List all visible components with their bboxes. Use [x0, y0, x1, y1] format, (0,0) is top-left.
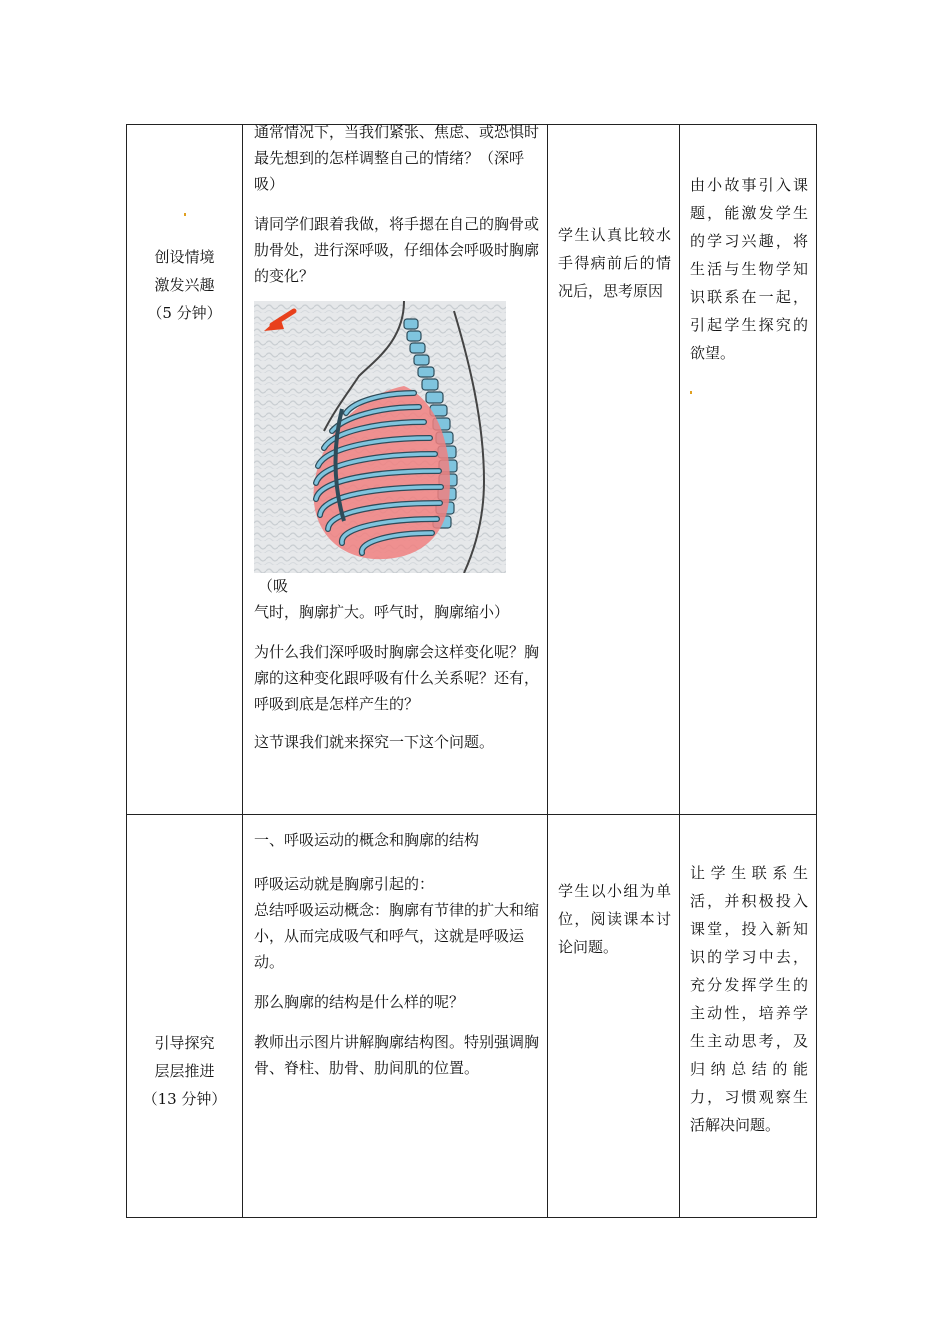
teacher-paragraph: 为什么我们深呼吸时胸廓会这样变化呢？胸廓的这种变化跟呼吸有什么关系呢？还有，呼吸到底是怎样产生的？	[254, 643, 540, 713]
stage-duration: （5 分钟）	[147, 304, 222, 322]
lesson-plan-table	[126, 124, 817, 1218]
table-row	[127, 125, 817, 815]
design-intent-text: 让学生联系生活，并积极投入课堂，投入新知识的学习中去，充分发挥学生的主动性，培养学生主动思考，及归纳总结的能力，习惯观察生活解决问题。	[690, 864, 808, 1134]
student-activity-cell	[548, 815, 680, 1218]
teacher-activity-cell	[243, 125, 548, 815]
stage-cell	[127, 125, 243, 815]
student-activity-text: 学生认真比较水手得病前后的情况后，思考原因	[558, 226, 671, 300]
design-intent-text: 由小故事引入课题，能激发学生的学习兴趣，将生活与生物学知识联系在一起，引起学生探究的欲望。	[690, 176, 808, 362]
teacher-paragraph: 这节课我们就来探究一下这个问题。	[254, 733, 495, 751]
teacher-paragraph: 呼吸运动就是胸廓引起的：	[254, 875, 435, 893]
accent-dot	[690, 391, 692, 394]
teacher-paragraph: 总结呼吸运动概念：胸廓有节律的扩大和缩小，从而完成吸气和呼气，这就是呼吸运动。	[254, 901, 540, 971]
teacher-activity-cell	[243, 815, 548, 1218]
design-intent-cell	[680, 125, 817, 815]
teacher-paragraph: 一、呼吸运动的概念和胸廓的结构	[254, 831, 480, 849]
teacher-paragraph: 那么胸廓的结构是什么样的呢？	[254, 993, 465, 1011]
stage-duration: （13 分钟）	[142, 1090, 227, 1108]
stage-subtitle: 层层推进	[154, 1062, 215, 1080]
figure-caption: 气时，胸廓扩大。呼气时，胸廓缩小）	[254, 603, 510, 621]
stage-title: 创设情境	[154, 248, 215, 266]
stage-subtitle: 激发兴趣	[154, 276, 215, 294]
design-intent-cell	[680, 815, 817, 1218]
thorax-illustration	[254, 301, 506, 573]
figure-caption-start: （吸	[258, 577, 289, 595]
table-row	[127, 815, 817, 1218]
teacher-paragraph: 请同学们跟着我做，将手摁在自己的胸骨或肋骨处，进行深呼吸，仔细体会呼吸时胸廓的变化？	[254, 215, 540, 285]
teacher-paragraph: 教师出示图片讲解胸廓结构图。特别强调胸骨、脊柱、肋骨、肋间肌的位置。	[254, 1033, 540, 1077]
stage-title: 引导探究	[154, 1034, 215, 1052]
stage-cell	[127, 815, 243, 1218]
student-activity-cell	[548, 125, 680, 815]
accent-dot	[184, 213, 186, 216]
teacher-paragraph: 通常情况下，当我们紧张、焦虑、或恐惧时最先想到的怎样调整自己的情绪？（深呼吸）	[254, 123, 540, 193]
student-activity-text: 学生以小组为单位，阅读课本讨论问题。	[558, 882, 671, 956]
